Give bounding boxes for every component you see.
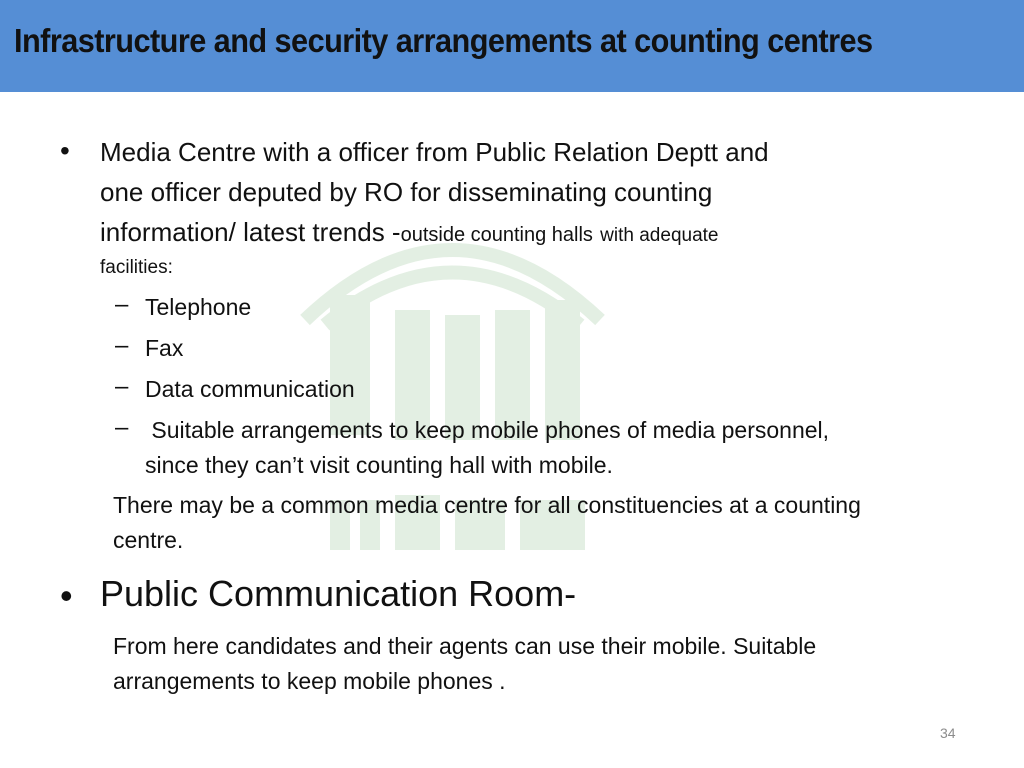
public-room-heading: Public Communication Room- — [100, 573, 577, 614]
media-centre-line-3-small-1: outside counting halls — [400, 224, 593, 246]
media-centre-line-3-main: information/ latest trends - — [100, 217, 401, 247]
sub-item-mobile-arrangements-cont: since they can’t visit counting hall with mobile. — [145, 452, 613, 478]
public-room-desc-line-1: From here candidates and their agents can use their mobile. Suitable — [113, 633, 817, 659]
dash-data-communication: – — [115, 373, 129, 400]
media-centre-line-3 — [100, 212, 719, 256]
common-media-centre-note-line-2: centre. — [113, 527, 184, 553]
dash-mobile-arrangements: – — [115, 414, 129, 441]
common-media-centre-note-line-1: There may be a common media centre for all constituencies at a counting — [113, 492, 861, 518]
media-centre-line-3-small-2: with adequate — [600, 225, 719, 246]
slide-title: Infrastructure and security arrangements at counting centres — [14, 22, 873, 59]
dash-fax: – — [115, 332, 129, 359]
public-room-desc-line-2: arrangements to keep mobile phones . — [113, 668, 506, 694]
sub-item-fax: Fax — [145, 335, 184, 361]
bullet-media-centre: • — [60, 135, 70, 166]
dash-telephone: – — [115, 291, 129, 318]
sub-item-mobile-arrangements: Suitable arrangements to keep mobile phones of media personnel, — [145, 417, 830, 443]
sub-item-telephone: Telephone — [145, 294, 252, 320]
sub-item-data-communication: Data communication — [145, 376, 355, 402]
bullet-public-room: • — [60, 575, 73, 616]
media-centre-line-1: Media Centre with a officer from Public Relation Deptt and — [100, 137, 769, 167]
media-centre-line-2: one officer deputed by RO for disseminating counting — [100, 177, 713, 207]
page-number: 34 — [940, 725, 956, 741]
media-centre-line-4: facilities: — [100, 257, 173, 278]
